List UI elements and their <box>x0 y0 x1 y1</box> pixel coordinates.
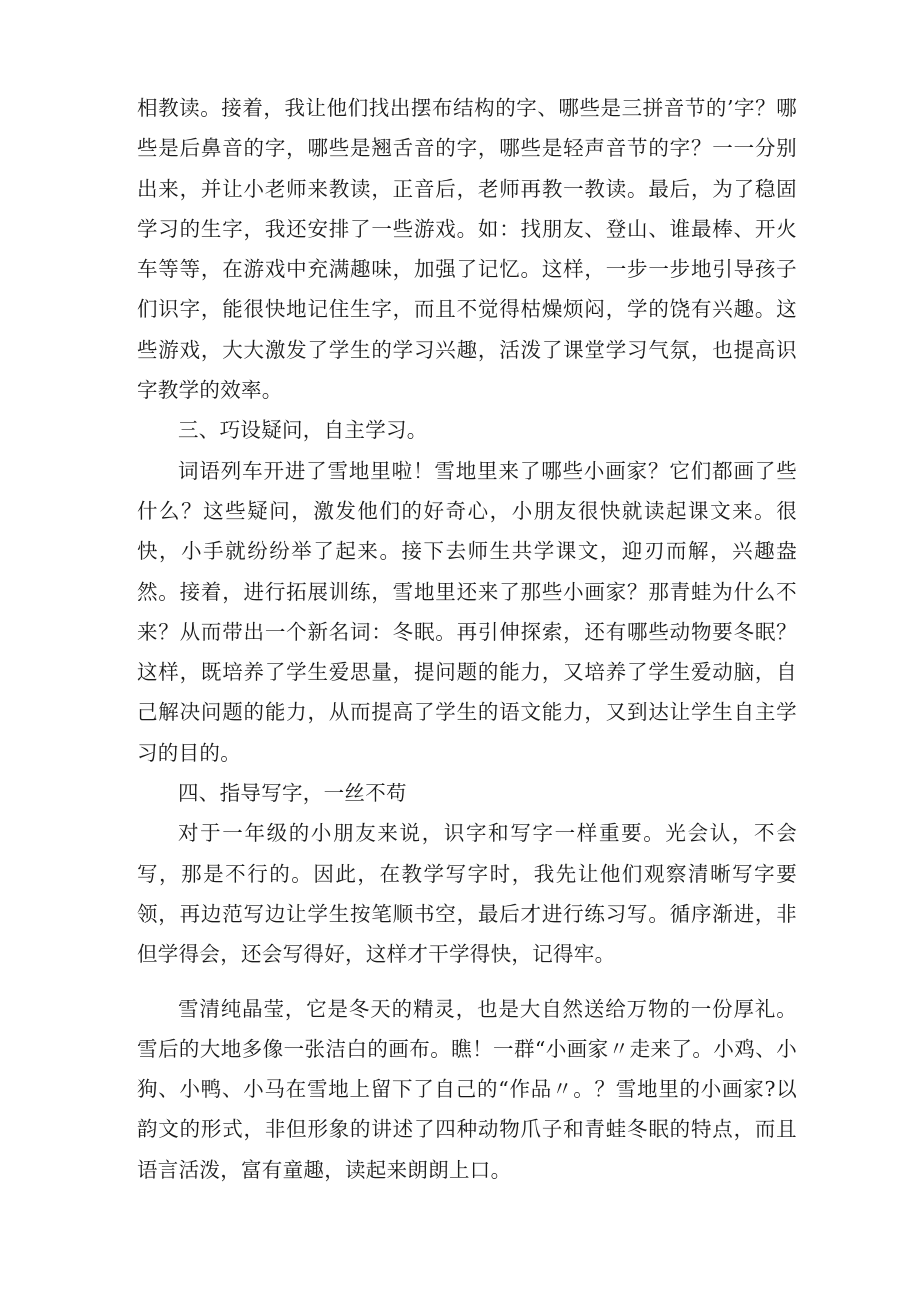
paragraph-writing: 对于一年级的小朋友来说，识字和写字一样重要。光会认，不会写，那是不行的。因此，在教学写字时，我先让他们观察清晰写字要领，再边范写边让学生按笔顺书空，最后才进行练习写。循序渐进，非但学得会，还会写得好，这样才干学得快，记得牢。 <box>137 821 797 967</box>
paragraph-snow: 雪清纯晶莹，它是冬天的精灵，也是大自然送给万物的一份厚礼。雪后的大地多像一张洁白的画布。瞧！一群“小画家〃走来了。小鸡、小狗、小鸭、小马在雪地上留下了自己的“作品〃。？雪地里的小画家?以韵文的形式，非但形象的讲述了四种动物爪子和青蛙冬眠的特点，而且语言活泼，富有童趣，读起来朗朗上口。 <box>137 996 797 1182</box>
document-body <box>137 88 797 1190</box>
heading-section-three: 三、巧设疑问，自主学习。 <box>178 418 428 443</box>
paragraph-questions: 词语列车开进了雪地里啦！雪地里来了哪些小画家？它们都画了些什么？这些疑问，激发他们的好奇心，小朋友很快就读起课文来。很快，小手就纷纷举了起来。接下去师生共学课文，迎刃而解，兴趣盎然。接着，进行拓展训练，雪地里还来了那些小画家？那青蛙为什么不来？从而带出一个新名词：冬眠。再引伸探索，还有哪些动物要冬眠？这样，既培养了学生爱思量，提问题的能力，又培养了学生爱动脑，自己解决问题的能力，从而提高了学生的语文能力，又到达让学生自主学习的目的。 <box>137 458 797 765</box>
paragraph-games: 相教读。接着，我让他们找出摆布结构的字、哪些是三拼音节的’字？哪些是后鼻音的字，哪些是翘舌音的字，哪些是轻声音节的字？一一分别出来，并让小老师来教读，正音后，老师再教一教读。最后，为了稳固学习的生字，我还安排了一些游戏。如：找朋友、登山、谁最棒、开火车等等，在游戏中充满趣味，加强了记忆。这样，一步一步地引导孩子们识字，能很快地记住生字，而且不觉得枯燥烦闷，学的饶有兴趣。这些游戏，大大激发了学生的学习兴趣，活泼了课堂学习气氛，也提高识字教学的效率。 <box>137 96 797 403</box>
heading-section-four: 四、指导写字，一丝不苟 <box>178 781 407 806</box>
